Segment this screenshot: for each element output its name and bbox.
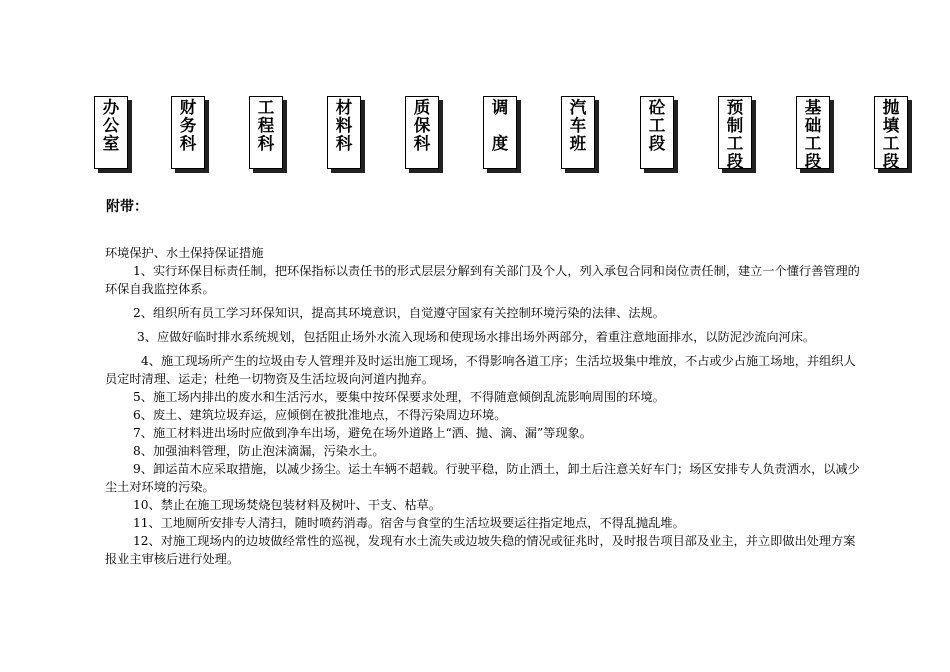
dept-char: 度 [491,134,509,153]
dept-box-dispatch [483,96,517,169]
dept-char: 工 [726,134,744,153]
appendix-heading: 附带： [106,199,148,215]
measure-item: 11、工地厕所安排专人清扫，随时喷药消毒。宿舍与食堂的生活垃圾要运往指定地点，不得乱抛乱堆。 [133,516,685,530]
dept-char: 工 [804,134,822,153]
dept-box-office [94,96,128,169]
dept-box-foundation-section [796,96,830,169]
dept-box-engineering [249,96,283,169]
measures-body [105,244,865,568]
dept-char: 抛 [882,98,900,117]
dept-char: 科 [257,134,275,153]
measure-item: 1、实行环保目标责任制，把环保指标以责任书的形式层层分解到有关部门及个人，列入承包合同和岗位责任制，建立一个懂行善管理的环保自我监控体系。 [105,264,860,296]
dept-box-precast-section [718,96,752,169]
dept-char: 调 [491,98,509,117]
dept-char: 砼 [648,98,666,117]
dept-box-fill-section [874,96,908,169]
measure-item: 12、对施工现场内的边坡做经常性的巡视，发现有水土流失或边坡失稳的情况或征兆时，及时报告项目部及业主，并立即做出处理方案报业主审核后进行处理。 [105,534,856,566]
dept-char: 班 [569,134,587,153]
dept-char: 科 [413,134,431,153]
measure-item: 3、应做好临时排水系统规划，包括阻止场外水流入现场和使现场水排出场外两部分，着重注意地面排水，以防泥沙流向河床。 [137,330,816,344]
dept-char: 质 [413,98,431,117]
dept-char: 段 [726,152,744,171]
measure-item: 8、加强油料管理，防止泡沫滴漏，污染水土。 [133,444,385,458]
dept-char: 室 [102,134,120,153]
dept-char: 保 [413,116,431,135]
dept-char: 程 [257,116,275,135]
dept-char: 制 [726,116,744,135]
dept-box-finance [171,96,205,169]
dept-char: 材 [335,98,353,117]
dept-char: 预 [726,98,744,117]
dept-char: 科 [179,134,197,153]
dept-box-materials [327,96,361,169]
dept-char: 科 [335,134,353,153]
dept-box-vehicle-team [561,96,595,169]
dept-char: 基 [804,98,822,117]
measure-item: 9、卸运苗木应采取措施，以减少扬尘。运土车辆不超载。行驶平稳，防止洒土，卸土后注意关好车门；场区安排专人负责洒水，以减少尘土对环境的污染。 [105,462,860,494]
dept-char: 财 [179,98,197,117]
measure-item: 4、施工现场所产生的垃圾由专人管理并及时运出施工现场，不得影响各道工序；生活垃圾集中堆放，不占或少占施工场地，并组织人员定时清理、运走；杜绝一切物资及生活垃圾向河道内抛弃。 [105,354,856,386]
dept-char: 填 [882,116,900,135]
dept-char: 段 [648,134,666,153]
dept-char: 工 [257,98,275,117]
department-boxes [0,0,950,180]
dept-char: 料 [335,116,353,135]
dept-char: 公 [102,116,120,135]
dept-char: 工 [648,116,666,135]
dept-char: 车 [569,116,587,135]
measure-item: 10、禁止在施工现场焚烧包装材料及树叶、干支、枯草。 [133,498,442,512]
measure-item: 6、废土、建筑垃圾弃运，应倾倒在被批准地点，不得污染周边环境。 [133,408,507,422]
dept-char: 段 [882,152,900,171]
section-title: 环境保护、水土保持保证措施 [105,246,264,260]
dept-char: 办 [102,98,120,117]
dept-char: 础 [804,116,822,135]
measure-item: 7、施工材料进出场时应做到净车出场，避免在场外道路上“洒、抛、滴、漏”等现象。 [133,426,592,440]
measure-item: 5、施工场内排出的废水和生活污水，要集中按环保要求处理，不得随意倾倒乱流影响周围的环境。 [133,390,665,404]
dept-box-concrete-section [640,96,674,169]
dept-box-quality [405,96,439,169]
dept-char: 汽 [569,98,587,117]
dept-char: 务 [179,116,197,135]
dept-char: 段 [804,152,822,171]
dept-char: 工 [882,134,900,153]
measure-item: 2、组织所有员工学习环保知识，提高其环境意识，自觉遵守国家有关控制环境污染的法律、法规。 [133,306,665,320]
